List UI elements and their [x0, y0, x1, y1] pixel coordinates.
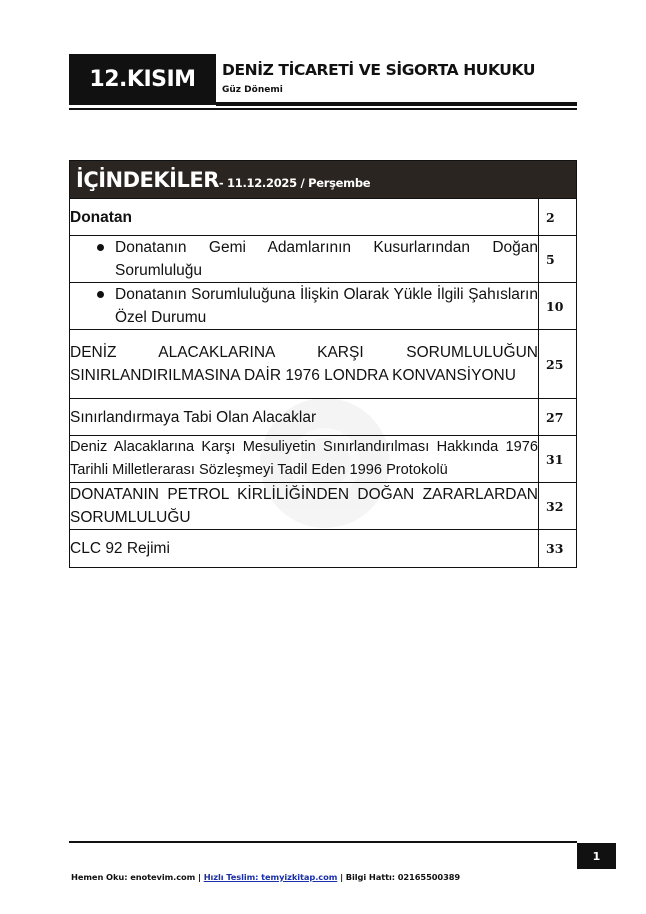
toc-entry-page: 10 [539, 283, 577, 330]
footer-delivery-link[interactable]: Hızlı Teslim: temyizkitap.com [203, 872, 338, 882]
bullet-icon [97, 244, 104, 251]
toc-entry-title[interactable]: DENİZ ALACAKLARINA KARŞI SORUMLULUĞUN SINIRLANDIRILMASINA DAİR 1976 LONDRA KONVANSİYONU [70, 330, 539, 399]
toc-row[interactable] [70, 530, 577, 568]
toc-entry-bullet[interactable] [70, 283, 539, 330]
toc-entry-title[interactable]: CLC 92 Rejimi [70, 530, 539, 568]
toc-row[interactable] [70, 283, 577, 330]
footer-read-label: Hemen Oku: enotevim.com [71, 872, 196, 882]
toc-entry-title[interactable]: Donatan [70, 199, 539, 236]
toc-entry-title: Donatanın Gemi Adamlarının Kusurlarından Doğan Sorumluluğu [115, 239, 538, 279]
toc-heading-date: - 11.12.2025 / Perşembe [218, 175, 371, 190]
toc-entry-title: Donatanın Sorumluluğuna İlişkin Olarak Yükle İlgili Şahısların Özel Durumu [115, 286, 538, 326]
toc-entry-page: 2 [539, 199, 577, 236]
toc-entry-page: 33 [539, 530, 577, 568]
footer-separator: | [340, 872, 343, 882]
header-rule-thick [216, 102, 577, 106]
bullet-icon [97, 291, 104, 298]
toc-row[interactable] [70, 483, 577, 530]
toc-row[interactable] [70, 199, 577, 236]
toc-row[interactable] [70, 436, 577, 483]
toc-entry-title[interactable]: DONATANIN PETROL KİRLİLİĞİNDEN DOĞAN ZARARLARDAN SORUMLULUĞU [70, 483, 539, 530]
toc-entry-bullet[interactable] [70, 236, 539, 283]
footer-links [71, 872, 460, 882]
toc-heading-label: İÇİNDEKİLER [76, 167, 219, 192]
footer-hotline-label: Bilgi Hattı: 02165500389 [345, 872, 461, 882]
toc-row[interactable] [70, 330, 577, 399]
footer-rule [69, 841, 577, 843]
toc-entry-page: 32 [539, 483, 577, 530]
toc-table [69, 160, 577, 568]
toc-entry-page: 5 [539, 236, 577, 283]
toc-entry-page: 31 [539, 436, 577, 483]
toc-entry-title[interactable]: Deniz Alacaklarına Karşı Mesuliyetin Sınırlandırılması Hakkında 1976 Tarihli Milletlerarası Sözleşmeyi Tadil Eden 1996 Protokolü [70, 436, 539, 483]
toc-row[interactable] [70, 236, 577, 283]
toc-entry-page: 25 [539, 330, 577, 399]
toc-row[interactable] [70, 399, 577, 436]
toc-entry-page: 27 [539, 399, 577, 436]
document-title: DENİZ TİCARETİ VE SİGORTA HUKUKU [222, 61, 536, 79]
section-badge: 12.KISIM [69, 54, 216, 105]
footer-separator: | [197, 872, 201, 882]
toc-entry-title[interactable]: Sınırlandırmaya Tabi Olan Alacaklar [70, 399, 539, 436]
document-subtitle: Güz Dönemi [222, 85, 283, 95]
toc-heading [70, 161, 577, 199]
page-number: 1 [577, 843, 616, 869]
header-rule-thin [69, 108, 577, 110]
toc-header-row [70, 161, 577, 199]
